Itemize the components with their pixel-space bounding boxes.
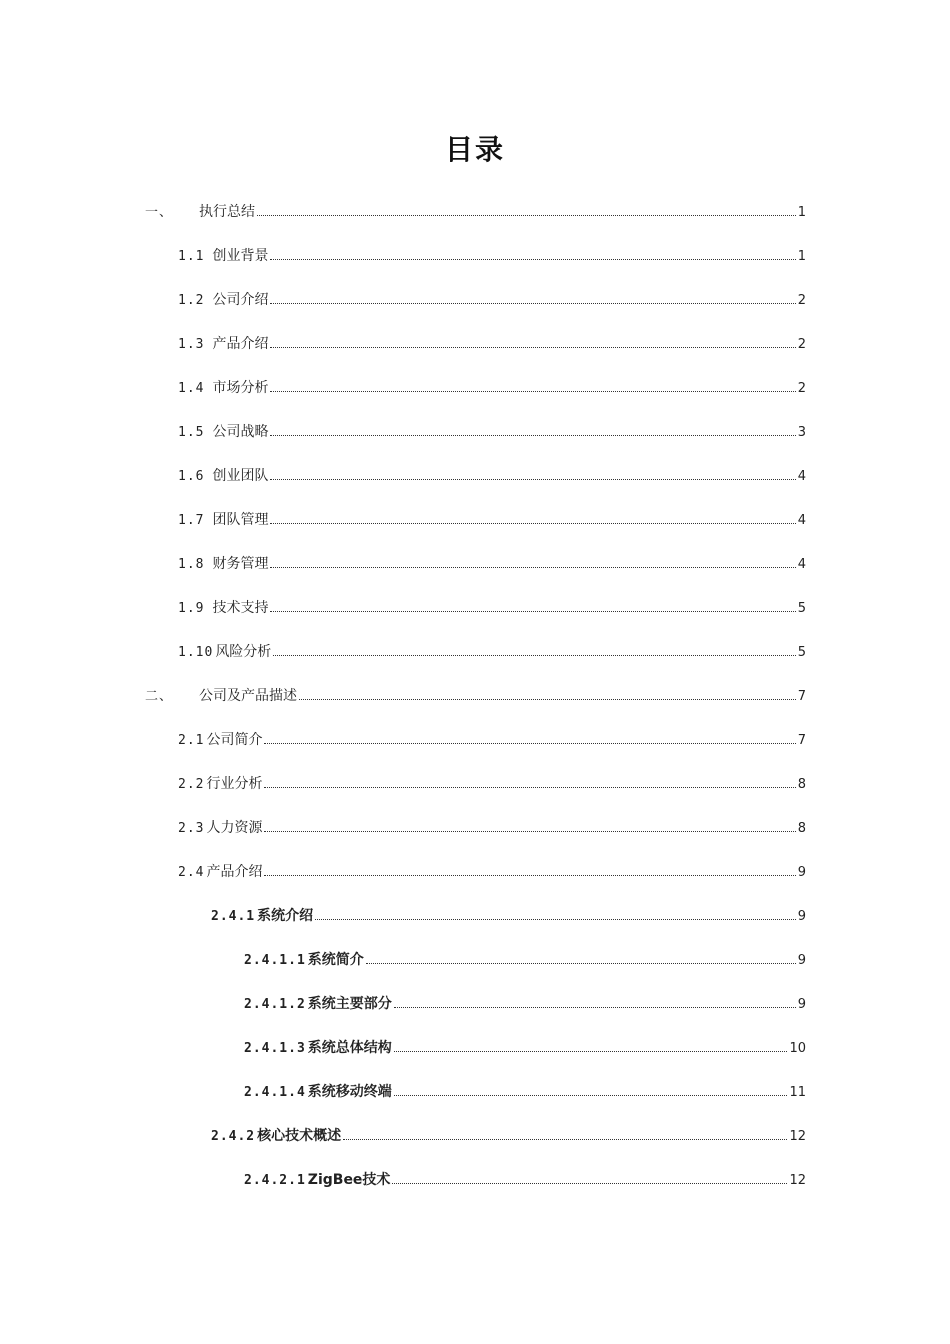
dot-leader xyxy=(264,875,795,876)
dot-leader xyxy=(394,1007,796,1008)
toc-entry-label: 系统主要部分 xyxy=(307,996,392,1012)
toc-entry-number: 2.4.1.3 xyxy=(244,1041,306,1056)
toc-entry-number: 2.4.1.4 xyxy=(244,1085,306,1100)
toc-entry-label: 执行总结 xyxy=(199,204,256,220)
toc-entry-label: 产品介绍 xyxy=(212,336,269,352)
toc-entry[interactable] xyxy=(244,1080,806,1104)
dot-leader xyxy=(270,259,795,260)
dot-leader xyxy=(264,743,795,744)
toc-entry-number: 2.4.1 xyxy=(211,909,256,924)
toc-entry[interactable] xyxy=(178,288,806,312)
toc-entry-label: 创业团队 xyxy=(212,468,269,484)
dot-leader xyxy=(273,655,795,656)
page-title: 目录 xyxy=(444,133,505,166)
toc-entry-page-number: 7 xyxy=(797,733,806,748)
toc-entry[interactable] xyxy=(178,860,806,884)
toc-entry[interactable] xyxy=(178,376,806,400)
dot-leader xyxy=(257,215,796,216)
toc-entry[interactable] xyxy=(178,508,806,532)
toc-entry-number: 1.3 xyxy=(178,337,205,352)
toc-entry[interactable] xyxy=(178,464,806,488)
toc-entry-number: 1.2 xyxy=(178,293,205,308)
toc-entry[interactable] xyxy=(178,420,806,444)
toc-entry[interactable] xyxy=(211,904,806,928)
dot-leader xyxy=(270,611,795,612)
toc-entry-page-number: 4 xyxy=(797,513,806,528)
dot-leader xyxy=(270,303,795,304)
toc-entry-page-number: 5 xyxy=(797,601,806,616)
toc-entry-number: 1.4 xyxy=(178,381,205,396)
toc-entry-page-number: 5 xyxy=(797,645,806,660)
toc-entry[interactable] xyxy=(244,992,806,1016)
toc-entry[interactable] xyxy=(178,728,806,752)
toc-entry-number: 2.1 xyxy=(178,733,205,748)
dot-leader xyxy=(270,391,795,392)
toc-entry-number: 1.8 xyxy=(178,557,205,572)
toc-entry-page-number: 2 xyxy=(797,381,806,396)
toc-entry-page-number: 8 xyxy=(797,821,806,836)
dot-leader xyxy=(392,1183,787,1184)
toc-entry-page-number: 3 xyxy=(797,425,806,440)
toc-entry-label: 财务管理 xyxy=(212,556,269,572)
toc-entry[interactable] xyxy=(244,1168,806,1192)
toc-entry-number: 1.5 xyxy=(178,425,205,440)
toc-entry-number: 一、 xyxy=(145,205,174,220)
dot-leader xyxy=(394,1051,788,1052)
toc-entry-label: 系统总体结构 xyxy=(307,1040,392,1056)
toc-entry[interactable] xyxy=(178,772,806,796)
toc-entry-label: 公司简介 xyxy=(206,732,263,748)
toc-entry-label: 系统简介 xyxy=(307,952,364,968)
toc-entry-label: 风险分析 xyxy=(215,644,272,660)
toc-entry-number: 2.4.2.1 xyxy=(244,1173,306,1188)
toc-entry-page-number: 4 xyxy=(797,557,806,572)
toc-entry-page-number: 9 xyxy=(797,865,806,880)
toc-entry[interactable] xyxy=(211,1124,806,1148)
toc-entry-page-number: 12 xyxy=(789,1173,806,1188)
toc-entry-number: 1.1 xyxy=(178,249,205,264)
toc-entry[interactable] xyxy=(178,640,806,664)
dot-leader xyxy=(299,699,796,700)
toc-entry-page-number: 10 xyxy=(789,1041,806,1056)
toc-entry-label: ZigBee技术 xyxy=(307,1172,391,1188)
dot-leader xyxy=(270,479,795,480)
toc-entry-number: 2.2 xyxy=(178,777,205,792)
toc-entry-label: 创业背景 xyxy=(212,248,269,264)
toc-entry[interactable] xyxy=(178,596,806,620)
dot-leader xyxy=(270,347,795,348)
dot-leader xyxy=(264,831,795,832)
toc-entry-label: 系统移动终端 xyxy=(307,1084,392,1100)
toc-entry-page-number: 2 xyxy=(797,337,806,352)
dot-leader xyxy=(270,435,795,436)
dot-leader xyxy=(394,1095,788,1096)
toc-entry-page-number: 9 xyxy=(797,953,806,968)
toc-entry-label: 市场分析 xyxy=(212,380,269,396)
dot-leader xyxy=(270,567,795,568)
toc-entry[interactable] xyxy=(145,200,806,224)
toc-entry-number: 1.10 xyxy=(178,645,214,660)
dot-leader xyxy=(366,963,796,964)
dot-leader xyxy=(264,787,795,788)
toc-entry[interactable] xyxy=(178,332,806,356)
toc-entry-label: 团队管理 xyxy=(212,512,269,528)
toc-entry-page-number: 1 xyxy=(797,205,806,220)
toc-entry[interactable] xyxy=(244,1036,806,1060)
toc-entry-number: 二、 xyxy=(145,689,174,704)
toc-entry-label: 行业分析 xyxy=(206,776,263,792)
toc-entry-number: 1.7 xyxy=(178,513,205,528)
dot-leader xyxy=(343,1139,787,1140)
toc-entry-page-number: 11 xyxy=(789,1085,806,1100)
toc-entry-label: 公司及产品描述 xyxy=(199,688,298,704)
toc-entry[interactable] xyxy=(145,684,806,708)
toc-entry-page-number: 7 xyxy=(797,689,806,704)
toc-entry[interactable] xyxy=(178,816,806,840)
toc-entry-number: 2.4.2 xyxy=(211,1129,256,1144)
toc-entry-page-number: 4 xyxy=(797,469,806,484)
toc-entry[interactable] xyxy=(178,244,806,268)
toc-entry[interactable] xyxy=(244,948,806,972)
toc-entry-page-number: 2 xyxy=(797,293,806,308)
toc-entry-label: 产品介绍 xyxy=(206,864,263,880)
toc-entry-number: 2.4.1.2 xyxy=(244,997,306,1012)
dot-leader xyxy=(315,919,796,920)
toc-entry-number: 2.4 xyxy=(178,865,205,880)
toc-entry-page-number: 12 xyxy=(789,1129,806,1144)
toc-entry-page-number: 9 xyxy=(797,909,806,924)
toc-entry-label: 技术支持 xyxy=(212,600,269,616)
toc-entry-label: 核心技术概述 xyxy=(257,1128,342,1144)
toc-entry[interactable] xyxy=(178,552,806,576)
toc-entry-label: 公司介绍 xyxy=(212,292,269,308)
toc-entry-number: 1.6 xyxy=(178,469,205,484)
toc-entry-label: 系统介绍 xyxy=(257,908,314,924)
toc-entry-page-number: 9 xyxy=(797,997,806,1012)
toc-entry-page-number: 8 xyxy=(797,777,806,792)
toc-entry-page-number: 1 xyxy=(797,249,806,264)
toc-entry-number: 2.3 xyxy=(178,821,205,836)
toc-entry-label: 公司战略 xyxy=(212,424,269,440)
toc-entry-number: 1.9 xyxy=(178,601,205,616)
toc-entry-number: 2.4.1.1 xyxy=(244,953,306,968)
toc-entry-label: 人力资源 xyxy=(206,820,263,836)
dot-leader xyxy=(270,523,795,524)
